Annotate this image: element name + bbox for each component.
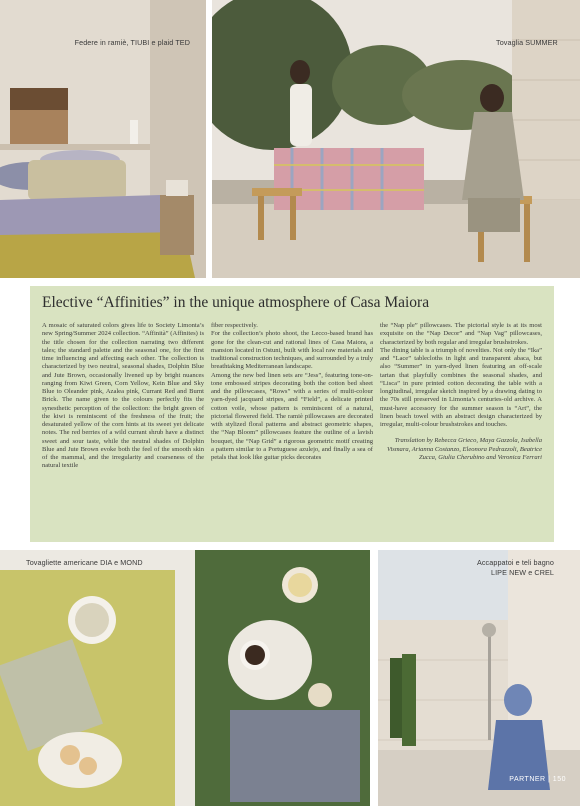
- column-3-para-2: The dining table is a triumph of novelties. Not only the “Ika” and “Lace” tablecloths in light and transparent abaca, but also “Summer” in yarn-dyed linen featuring an off-scale tartan that playfully combines the seasonal shades, and “Lisca” in pure printed cotton decorating the table with a longitudinal, irregular sketch inspired by a drawing dating to the 70s still preserved in Limonta’s centuries-old archive. A must-have accessory for the summer season is “Art”, the linen beach towel with an abstract design characterized by irregular, multi-colour brushstrokes and touches.: [380, 346, 542, 428]
- summer-caption: Tovaglia SUMMER: [496, 38, 558, 47]
- translation-credits: Translation by Rebecca Grieco, Maya Gazzola, Isabella Vismara, Arianna Costanzo, Eleonora Pedrazzoli, Beatrice Zucca, Giulia Cherubino and Veronica Ferrari: [386, 437, 542, 461]
- bath-caption-line-2: LIPE NEW e CREL: [490, 568, 554, 577]
- column-3-para-1: the “Nap ple” pillowcases. The pictorial style is at its most exquisite on the “Nap Decor” and “Nap Vag” pillowcases, characterized by both regular and irregular brushstrokes.: [380, 322, 542, 346]
- article-column-1: [42, 322, 204, 471]
- placemats-photo: [0, 550, 370, 806]
- placemats-caption: Tovagliette americane DIA e MOND: [26, 558, 143, 567]
- column-2-para-3: Among the new bed linen sets are “Jess”, featuring tone-on-tone embossed stripes decorating both the cotton bed sheet and the pillowcases, “Rows” with a series of multi-colour yarn-dyed jacquard stripes, and “Field”, a delicate printed cotton voile, whose pattern is reminiscent of a natural, pictorial flowered field. The ramiè pillowcases are decorated with stylized floral patterns and abstract geometric shapes, the “Nap Bloom” pillowcases feature the outline of a lavish bouquet, the “Nap Grid” a rigorous geometric motif creating a pattern similar to a Portuguese azulejo, and finally a sea of petals that look like guitar picks decorates: [211, 371, 373, 461]
- page-number: PARTNER | 150: [509, 776, 566, 783]
- bath-illustration: [378, 550, 580, 806]
- bath-caption-line-1: Accappatoi e teli bagno: [476, 558, 554, 567]
- column-2-para-2: For the collection’s photo shoot, the Lecco-based brand has gone for the clean-cut and rational lines of Casa Maiora, a mansion located in Ostuni, built with local raw materials and traditional construction techniques, and surrounded by a truly breathtaking Mediterranean landscape.: [211, 330, 373, 371]
- bath-photo: [378, 550, 580, 806]
- article-headline: Elective “Affinities” in the unique atmosphere of Casa Maiora: [42, 294, 430, 311]
- placemats-illustration: [0, 550, 370, 806]
- article-box: [30, 286, 554, 542]
- bedroom-caption: Federe in ramiè, TIUBI e plaid TED: [74, 38, 190, 47]
- article-column-2: [211, 322, 373, 462]
- column-1-text: A mosaic of saturated colors gives life to Society Limonta’s new Spring/Summer 2024 collection. “Affinità” (Affinites) is the title chosen for the collection narrating two different tales; the standard palette and the seasonal one, for the first time influencing and affecting each other. The collection is characterized by two neutral, seasonal shades, Dolphin Blue and Jute Brown, occasionally livened up by bright nuances ranging from Kiwi Green, Corn Yellow, Kein Blue and Sky Blue to Oleander pink, Azalea pink, Currant Red and Burnt Brick. The name given to the colours perfectly fits the synesthetic perception of the collection: the bright green of the kiwi is reminiscent of the freshness of the fruit; the desaturated yellow of the corn hints at its sweet yet delicate notes. The red berries of a wild currant shrub have a distinct sweet and sour taste, while the neutral shades of Dolphin Blue and Jute Brown evoke both the feel of the smooth skin of the mammal, and the irregularity and coarseness of the natural textile: [42, 322, 204, 470]
- column-2-para-1: fiber respectively.: [211, 322, 258, 329]
- article-column-3: [380, 322, 542, 462]
